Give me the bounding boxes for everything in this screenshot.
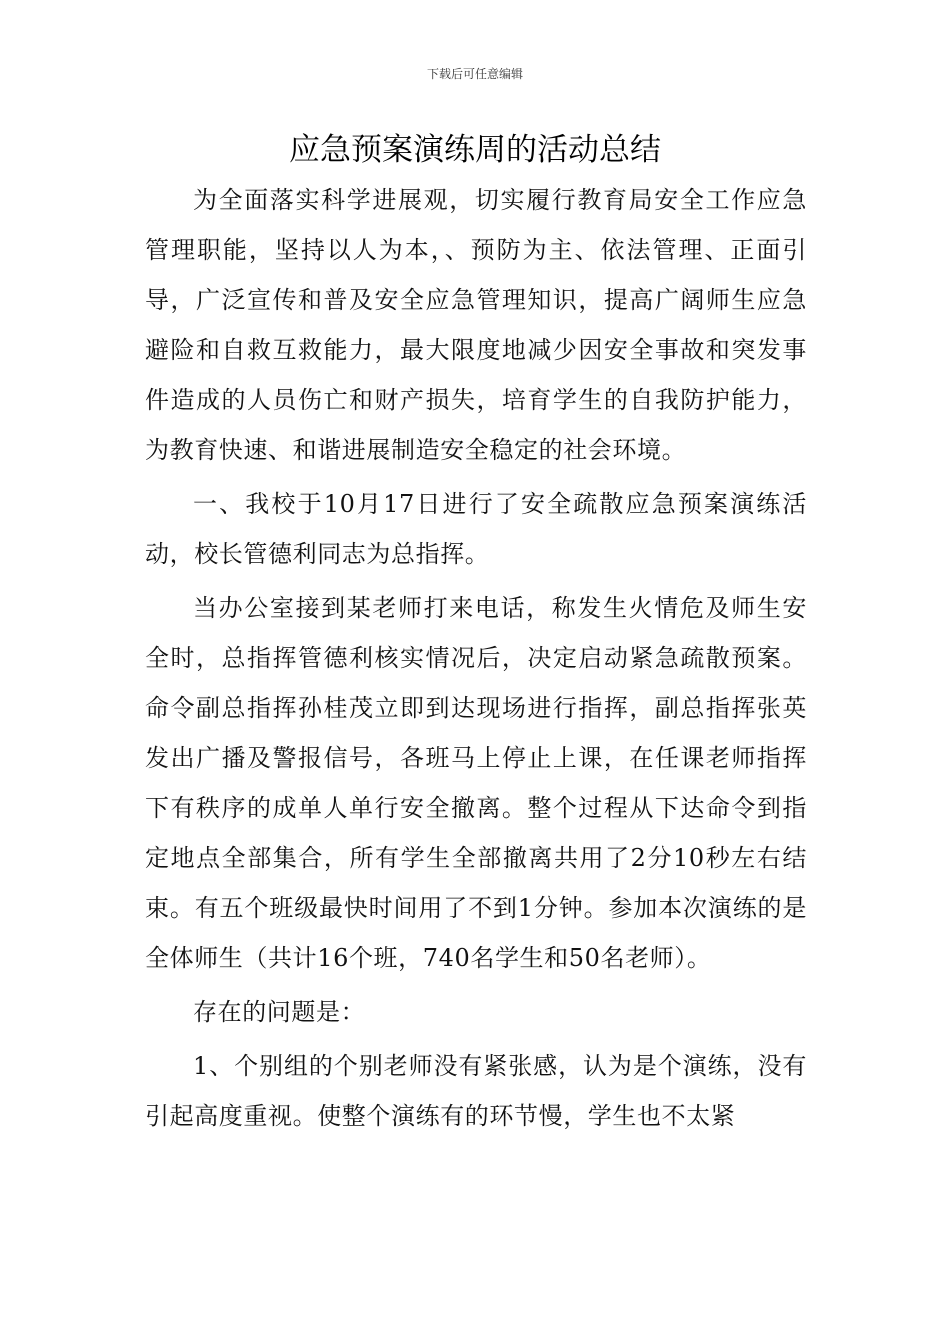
paragraph-section-one: 一、我校于10月17日进行了安全疏散应急预案演练活动，校长管德利同志为总指挥。 <box>145 490 807 568</box>
document-title: 应急预案演练周的活动总结 <box>289 132 661 168</box>
paragraph-problems-heading: 存在的问题是： <box>193 998 366 1026</box>
document-body <box>145 175 807 1141</box>
paragraph-drill-details: 当办公室接到某老师打来电话，称发生火情危及师生安全时，总指挥管德利核实情况后，决定启动紧急疏散预案。命令副总指挥孙桂茂立即到达现场进行指挥，副总指挥张英发出广播及警报信号，各班马上停止上课，在任课老师指挥下有秩序的成单人单行安全撤离。整个过程从下达命令到指定地点全部集合，所有学生全部撤离共用了2分10秒左右结束。有五个班级最快时间用了不到1分钟。参加本次演练的是全体师生（共计16个班，740名学生和50名老师）。 <box>145 594 807 972</box>
paragraph-problem-one: 1、个别组的个别老师没有紧张感，认为是个演练，没有引起高度重视。使整个演练有的环节慢，学生也不太紧 <box>145 1052 807 1130</box>
paragraph-intro: 为全面落实科学进展观，切实履行教育局安全工作应急管理职能，坚持以人为本，、预防为主、依法管理、正面引导，广泛宣传和普及安全应急管理知识，提高广阔师生应急避险和自救互救能力，最大限度地减少因安全事故和突发事件造成的人员伤亡和财产损失，培育学生的自我防护能力，为教育快速、和谐进展制造安全稳定的社会环境。 <box>145 186 807 464</box>
page-header-note: 下载后可任意编辑 <box>426 67 523 81</box>
